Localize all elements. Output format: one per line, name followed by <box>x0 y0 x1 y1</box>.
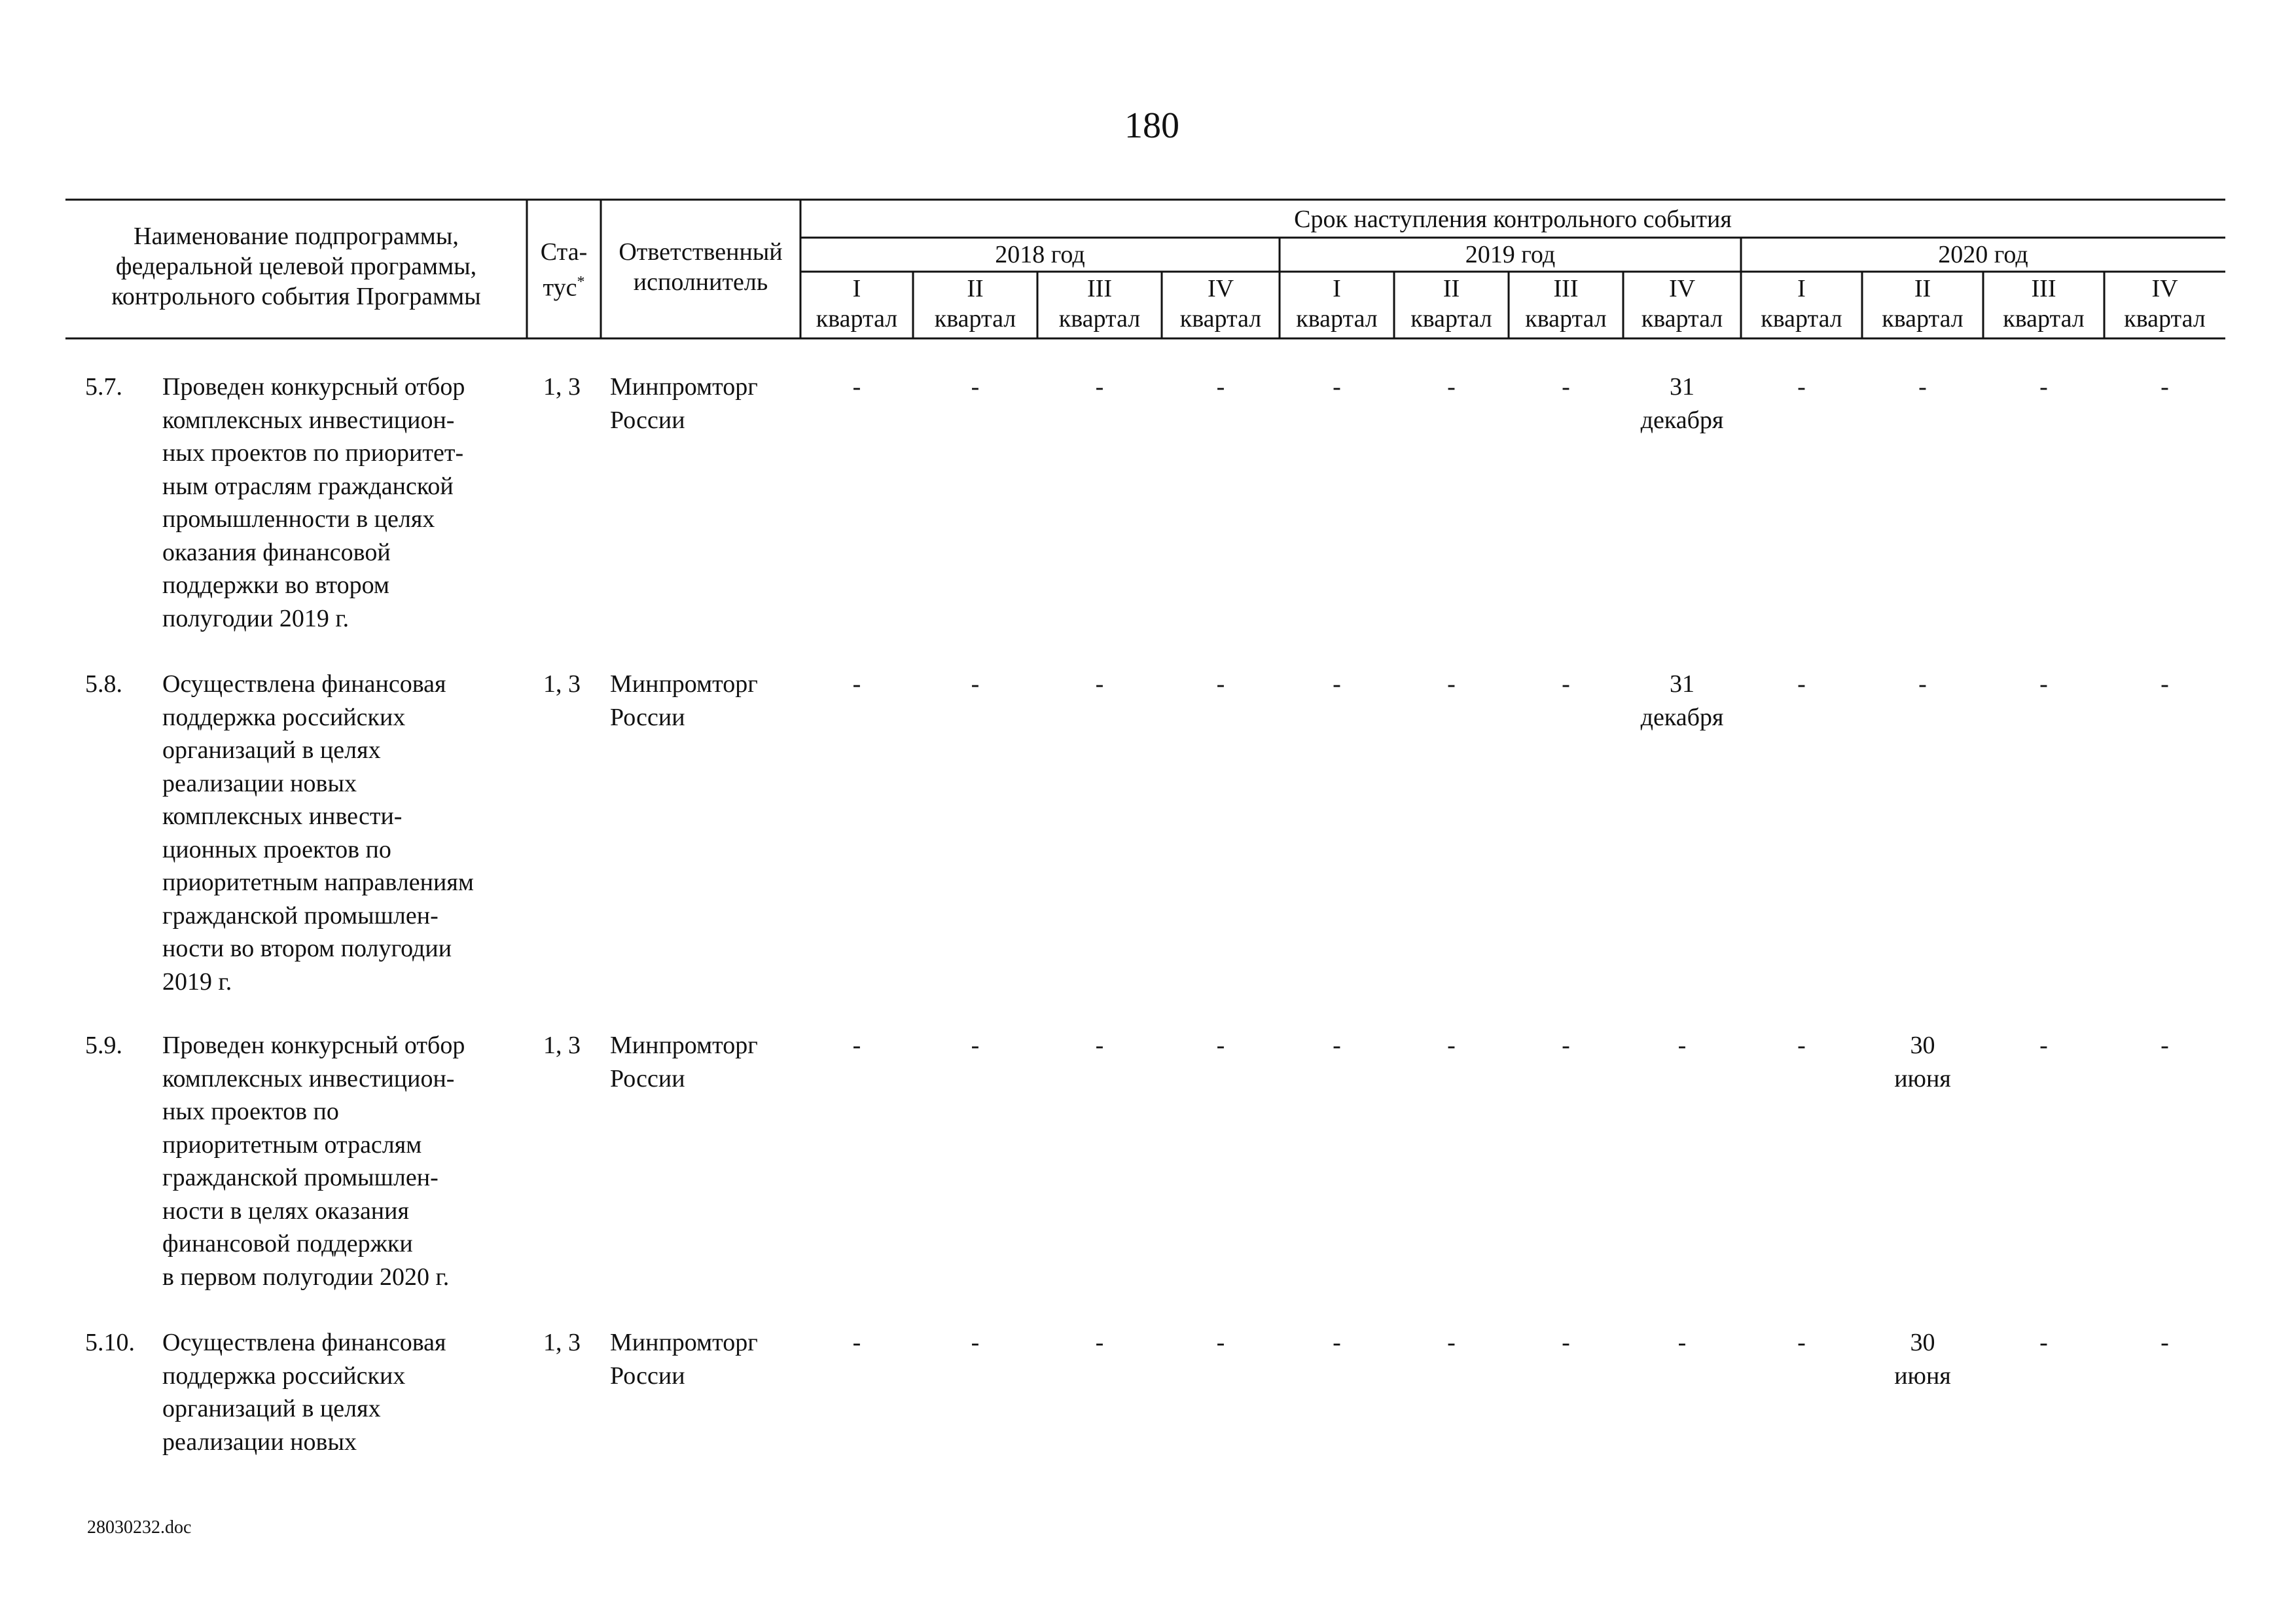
row-quarter-value <box>1162 668 1280 701</box>
row-quarter-value <box>1037 370 1162 404</box>
row-quarter-line: - <box>1562 670 1570 698</box>
row-quarter-line: - <box>1797 1329 1806 1356</box>
row-quarter-value <box>913 668 1037 701</box>
row-name-line: организаций в целях <box>162 1395 381 1422</box>
row-quarter-value <box>1862 1029 1983 1095</box>
row-name-line: промышленности в целях <box>162 505 435 533</box>
row-executor <box>610 668 758 734</box>
row-name-line: ных проектов по приоритет- <box>162 439 464 467</box>
row-quarter-value <box>1394 370 1509 404</box>
row-quarter-line: - <box>971 670 980 698</box>
header-quarter-numeral: II <box>1443 275 1460 302</box>
row-quarter-line: - <box>1216 373 1225 401</box>
row-quarter-line: - <box>971 1329 980 1356</box>
row-name-line: приоритетным отраслям <box>162 1130 422 1159</box>
header-quarter-word: квартал <box>1410 305 1492 333</box>
row-name-line: поддержка российских <box>162 703 406 731</box>
header-quarter <box>1983 274 2104 334</box>
row-quarter-value <box>1983 370 2104 404</box>
row-executor <box>610 1326 758 1392</box>
header-quarter-word: квартал <box>1525 305 1607 333</box>
footnote-mark: * <box>577 274 585 291</box>
row-quarter-value <box>913 370 1037 404</box>
row-quarter-value <box>1394 1326 1509 1360</box>
row-quarter-line: - <box>1677 1032 1687 1059</box>
page-number: 180 <box>1124 105 1179 146</box>
header-quarter <box>1162 274 1280 334</box>
row-quarter-value <box>1037 1029 1162 1062</box>
row-quarter-line: - <box>1216 1032 1225 1059</box>
header-quarter-numeral: I <box>1797 275 1806 302</box>
row-quarter-line: - <box>1562 1032 1570 1059</box>
row-name-line: полугодии 2019 г. <box>162 604 350 632</box>
row-executor <box>610 1029 758 1095</box>
row-quarter-value <box>1741 668 1862 701</box>
header-quarter-word: квартал <box>1882 305 1964 333</box>
row-quarter-value <box>1037 668 1162 701</box>
header-quarter-numeral: IV <box>2151 275 2178 302</box>
row-name-line: гражданской промышлен- <box>162 901 439 929</box>
row-quarter-line: - <box>1562 1329 1570 1356</box>
header-status-line <box>527 267 601 303</box>
row-quarter-value <box>1280 1326 1394 1360</box>
row-name <box>162 1326 529 1458</box>
row-number: 5.7. <box>85 373 122 401</box>
header-quarter <box>1623 274 1741 334</box>
row-name <box>162 370 529 635</box>
row-quarter-line: - <box>1447 670 1456 698</box>
row-quarter-value <box>1394 1029 1509 1062</box>
row-name-line: приоритетным направлениям <box>162 869 474 896</box>
row-quarter-line: - <box>1333 373 1341 401</box>
row-quarter-line: - <box>852 373 861 401</box>
row-quarter-line: - <box>1216 670 1225 698</box>
header-quarter-numeral: I <box>852 275 861 302</box>
row-quarter-line: 31 <box>1670 373 1695 401</box>
row-quarter-line: июня <box>1894 1362 1951 1390</box>
row-quarter-line: - <box>1447 1032 1456 1059</box>
header-quarter <box>913 274 1037 334</box>
header-quarter <box>1037 274 1162 334</box>
row-quarter-line: - <box>2039 373 2048 401</box>
header-quarter <box>800 274 913 334</box>
header-name-line: контрольного события Программы <box>111 283 481 310</box>
row-quarter-value <box>1741 1029 1862 1062</box>
row-name-line: в первом полугодии 2020 г. <box>162 1263 450 1291</box>
row-quarter-value <box>800 668 913 701</box>
header-quarter-numeral: I <box>1333 275 1341 302</box>
row-quarter-line: - <box>1216 1329 1225 1356</box>
row-quarter-line: - <box>1918 670 1927 698</box>
row-quarter-line: - <box>1333 1032 1341 1059</box>
header-quarter <box>1394 274 1509 334</box>
row-executor-line: Минпромторг <box>610 373 758 401</box>
header-quarter-word: квартал <box>1641 305 1723 333</box>
row-quarter-value <box>1623 1326 1741 1360</box>
row-executor-line: Минпромторг <box>610 1032 758 1059</box>
row-executor-line: Минпромторг <box>610 670 758 698</box>
row-quarter-line: - <box>2161 373 2169 401</box>
row-quarter-value <box>913 1326 1037 1360</box>
row-name-line: гражданской промышлен- <box>162 1164 439 1191</box>
row-quarter-value <box>1983 1326 2104 1360</box>
header-quarter <box>1741 274 1862 334</box>
row-quarter-line: - <box>1677 1329 1687 1356</box>
row-quarter-value <box>1509 1326 1623 1360</box>
row-name-line: ности в целях оказания <box>162 1197 409 1225</box>
header-quarter-word: квартал <box>1179 305 1262 333</box>
row-name-line: Проведен конкурсный отбор <box>162 373 465 401</box>
row-quarter-value <box>1509 668 1623 701</box>
header-name <box>65 221 527 312</box>
row-status: 1, 3 <box>543 1032 581 1059</box>
row-name-line: финансовой поддержки <box>162 1230 413 1257</box>
row-executor-line: России <box>610 1362 685 1390</box>
row-quarter-value <box>1623 1029 1741 1062</box>
row-quarter-line: - <box>2039 670 2048 698</box>
header-year-2020: 2020 год <box>1938 241 2028 268</box>
row-quarter-value <box>1623 668 1741 734</box>
row-quarter-value <box>1280 1029 1394 1062</box>
row-name-line: комплексных инвестицион- <box>162 406 455 434</box>
row-number: 5.8. <box>85 670 122 698</box>
row-quarter-value <box>800 1326 913 1360</box>
row-name-line: Осуществлена финансовая <box>162 1329 446 1356</box>
row-name-line: ных проектов по <box>162 1098 339 1125</box>
row-quarter-value <box>1741 1326 1862 1360</box>
header-quarter-numeral: III <box>2031 275 2056 302</box>
row-quarter-line: - <box>1333 1329 1341 1356</box>
header-name-line: Наименование подпрограммы, <box>134 223 459 250</box>
row-quarter-value <box>1509 1029 1623 1062</box>
header-deadline-title: Срок наступления контрольного события <box>1294 206 1732 233</box>
row-name-line: Осуществлена финансовая <box>162 670 446 698</box>
row-quarter-line: - <box>2161 1032 2169 1059</box>
row-quarter-value <box>1162 1029 1280 1062</box>
row-number: 5.9. <box>85 1032 122 1059</box>
row-quarter-line: - <box>2161 670 2169 698</box>
header-name-line: федеральной целевой программы, <box>115 253 477 280</box>
header-quarter-numeral: IV <box>1207 275 1234 302</box>
header-year-2019: 2019 год <box>1465 241 1556 268</box>
header-status-text: тус <box>543 274 577 302</box>
row-quarter-line: июня <box>1894 1064 1951 1092</box>
row-quarter-line: - <box>1797 373 1806 401</box>
row-quarter-line: 30 <box>1910 1032 1935 1059</box>
header-quarter-word: квартал <box>2003 305 2085 333</box>
row-name-line: ным отраслям гражданской <box>162 472 454 500</box>
row-quarter-line: - <box>1447 373 1456 401</box>
row-quarter-value <box>2104 668 2225 701</box>
row-quarter-line: - <box>971 1032 980 1059</box>
row-quarter-line: - <box>852 1032 861 1059</box>
row-quarter-value <box>800 1029 913 1062</box>
row-quarter-line: - <box>1095 1329 1104 1356</box>
row-quarter-line: - <box>1797 670 1806 698</box>
row-quarter-value <box>1862 1326 1983 1392</box>
row-quarter-value <box>1741 370 1862 404</box>
header-quarter-word: квартал <box>1761 305 1842 333</box>
row-name-line: 2019 г. <box>162 967 232 996</box>
row-quarter-value <box>1037 1326 1162 1360</box>
row-quarter-line: - <box>2039 1329 2048 1356</box>
row-name-line: ционных проектов по <box>162 835 391 863</box>
header-quarter-word: квартал <box>816 305 898 333</box>
row-quarter-value <box>2104 1326 2225 1360</box>
row-name-line: комплексных инвестицион- <box>162 1064 455 1092</box>
row-quarter-line: декабря <box>1640 703 1724 731</box>
row-status: 1, 3 <box>543 1329 581 1356</box>
row-quarter-value <box>800 370 913 404</box>
row-quarter-line: - <box>852 1329 861 1356</box>
row-name-line: поддержка российских <box>162 1362 406 1390</box>
row-executor-line: России <box>610 703 685 731</box>
row-quarter-value <box>1162 370 1280 404</box>
row-quarter-line: 30 <box>1910 1329 1935 1356</box>
row-quarter-value <box>1862 668 1983 701</box>
row-name-line: Проведен конкурсный отбор <box>162 1032 465 1059</box>
header-executor-line: Ответственный <box>619 238 783 266</box>
row-status: 1, 3 <box>543 373 581 401</box>
row-executor-line: России <box>610 1064 685 1092</box>
row-quarter-line: 31 <box>1670 670 1695 698</box>
row-quarter-value <box>1509 370 1623 404</box>
row-quarter-line: - <box>1095 1032 1104 1059</box>
row-status: 1, 3 <box>543 670 581 698</box>
header-quarter-word: квартал <box>934 305 1016 333</box>
header-quarter-numeral: III <box>1553 275 1579 302</box>
row-number: 5.10. <box>85 1329 135 1356</box>
row-quarter-value <box>913 1029 1037 1062</box>
row-name-line: поддержки во втором <box>162 571 389 599</box>
row-quarter-line: - <box>1562 373 1570 401</box>
header-quarter <box>2104 274 2225 334</box>
header-quarter-numeral: II <box>1914 275 1931 302</box>
header-quarter-word: квартал <box>1296 305 1378 333</box>
row-quarter-value <box>1280 668 1394 701</box>
row-executor-line: России <box>610 406 685 434</box>
row-quarter-value <box>1394 668 1509 701</box>
row-name-line: реализации новых <box>162 1428 357 1456</box>
header-quarter <box>1862 274 1983 334</box>
header-executor <box>601 237 800 297</box>
header-executor-line: исполнитель <box>633 268 768 296</box>
row-quarter-value <box>1280 370 1394 404</box>
header-status-line: Ста- <box>540 238 588 266</box>
header-status <box>527 237 601 303</box>
header-quarter-word: квартал <box>1058 305 1141 333</box>
row-quarter-line: - <box>852 670 861 698</box>
row-quarter-value <box>2104 1029 2225 1062</box>
row-name-line: организаций в целях <box>162 736 381 764</box>
row-quarter-line: - <box>1447 1329 1456 1356</box>
row-quarter-line: - <box>2039 1032 2048 1059</box>
header-year-2018: 2018 год <box>995 241 1085 268</box>
row-quarter-value <box>1983 668 2104 701</box>
row-quarter-line: декабря <box>1640 406 1724 434</box>
row-quarter-value <box>1162 1326 1280 1360</box>
row-name-line: оказания финансовой <box>162 538 391 566</box>
header-quarter-numeral: II <box>967 275 984 302</box>
header-quarter <box>1509 274 1623 334</box>
row-executor-line: Минпромторг <box>610 1329 758 1356</box>
header-quarter-word: квартал <box>2124 305 2206 333</box>
row-quarter-line: - <box>971 373 980 401</box>
row-quarter-value <box>1983 1029 2104 1062</box>
row-name-line: ности во втором полугодии <box>162 935 452 962</box>
row-executor <box>610 370 758 437</box>
header-quarter-numeral: III <box>1087 275 1112 302</box>
footer-doc-name: 28030232.doc <box>87 1517 192 1538</box>
row-name-line: комплексных инвести- <box>162 803 403 830</box>
row-quarter-line: - <box>1095 373 1104 401</box>
row-quarter-line: - <box>2161 1329 2169 1356</box>
row-quarter-line: - <box>1333 670 1341 698</box>
header-quarter <box>1280 274 1394 334</box>
row-quarter-value <box>2104 370 2225 404</box>
row-name <box>162 1029 529 1293</box>
row-quarter-line: - <box>1797 1032 1806 1059</box>
row-name <box>162 668 529 998</box>
row-quarter-line: - <box>1918 373 1927 401</box>
header-quarter-numeral: IV <box>1668 275 1696 302</box>
row-quarter-value <box>1862 370 1983 404</box>
row-quarter-value <box>1623 370 1741 437</box>
row-quarter-line: - <box>1095 670 1104 698</box>
row-name-line: реализации новых <box>162 769 357 797</box>
